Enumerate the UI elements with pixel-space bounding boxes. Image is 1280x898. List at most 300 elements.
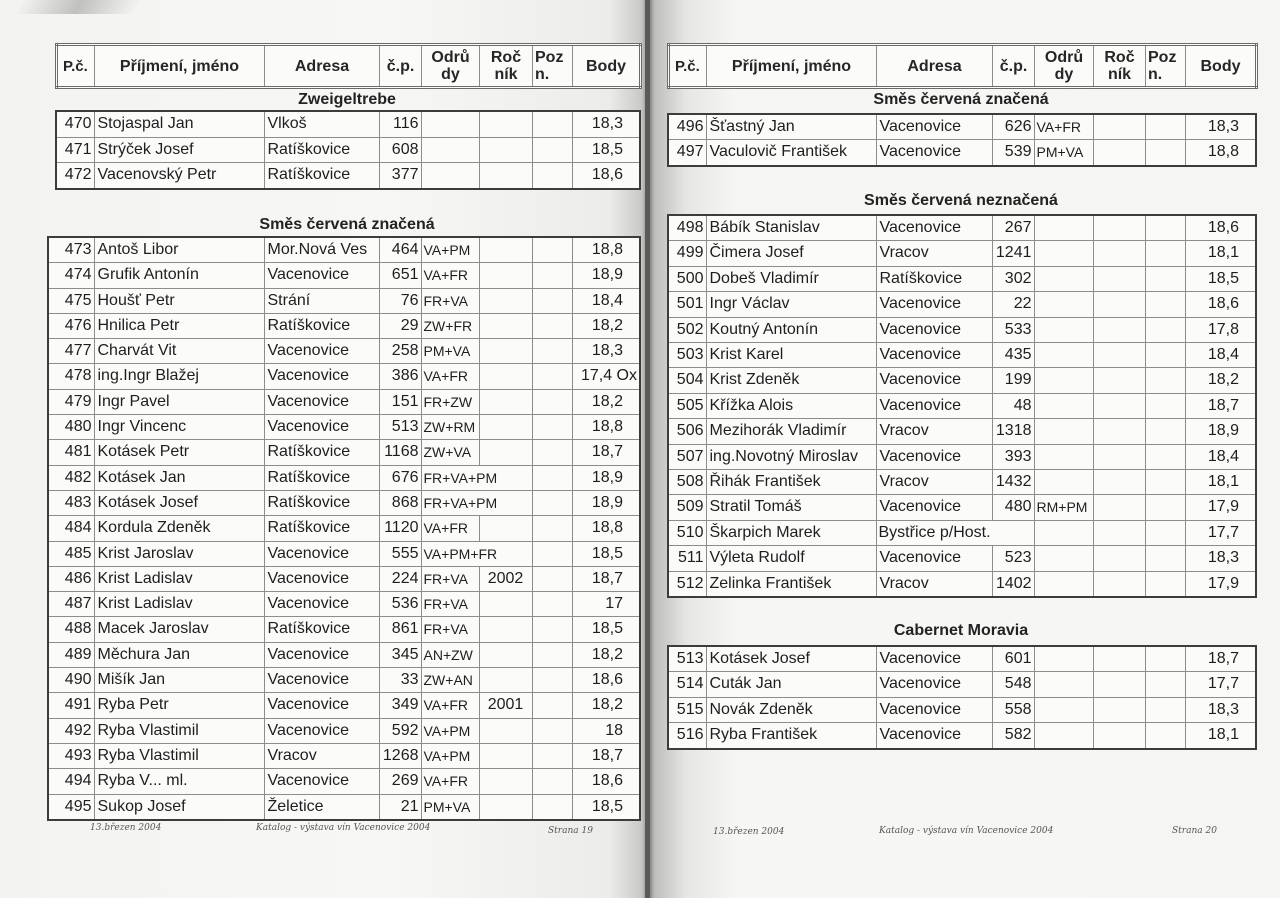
entry-address: Vacenovice [264, 693, 379, 718]
header-year [480, 45, 533, 88]
entry-number: 473 [48, 237, 94, 263]
entry-house-number: 1268 [379, 743, 421, 768]
entry-house-number: 1318 [992, 419, 1034, 444]
header-cp: č.p. [993, 45, 1035, 88]
entry-address: Vacenovice [876, 393, 992, 418]
entry-address: Ratíškovice [264, 516, 379, 541]
header-year-line1: Roč [490, 49, 522, 66]
entry-name: Antoš Libor [94, 237, 264, 263]
book-spine [645, 0, 650, 898]
table-row [48, 541, 640, 566]
entry-variety [421, 541, 498, 566]
entry-address: Vacenovice [876, 140, 992, 166]
entry-number: 505 [668, 393, 706, 418]
table-row [48, 465, 640, 490]
entry-vintage [1093, 215, 1145, 241]
entry-variety [1034, 241, 1093, 266]
entry-number: 515 [668, 697, 706, 722]
entry-note [532, 566, 572, 591]
entry-name: Škarpich Marek [706, 520, 876, 545]
entry-points: 18,2 [572, 642, 640, 667]
entry-name: Ryba Vlastimil [94, 743, 264, 768]
entry-variety: RM+PM [1034, 495, 1093, 520]
table-row [48, 490, 640, 515]
entry-number: 494 [48, 769, 94, 794]
entry-name: Ryba Petr [94, 693, 264, 718]
entry-number: 514 [668, 672, 706, 697]
entry-points: 18,4 [572, 288, 640, 313]
entry-name: Kotásek Petr [94, 440, 264, 465]
entry-points: 18,9 [572, 465, 640, 490]
entry-number: 491 [48, 693, 94, 718]
entry-variety: FR+VA [421, 617, 479, 642]
header-note [1146, 45, 1186, 88]
header-pc: P.č. [669, 45, 707, 88]
entry-variety: VA+PM [421, 237, 479, 263]
entry-points: 18,6 [1185, 292, 1256, 317]
table-row [668, 495, 1256, 520]
table-row [668, 393, 1256, 418]
entry-house-number: 464 [379, 237, 421, 263]
table-row [48, 440, 640, 465]
entry-vintage [479, 364, 532, 389]
entry-note [532, 313, 572, 338]
table-row [668, 114, 1256, 140]
table-row [48, 313, 640, 338]
entry-name: Řihák František [706, 470, 876, 495]
entry-variety: ZW+FR [421, 313, 479, 338]
entry-vintage [479, 642, 532, 667]
entry-variety [421, 111, 479, 137]
section-title: Směs červená značená [873, 91, 1049, 108]
entry-variety: ZW+VA [421, 440, 479, 465]
entry-name: Mišík Jan [94, 668, 264, 693]
entry-vintage [1093, 114, 1145, 140]
entry-address: Ratíškovice [264, 465, 379, 490]
section-title: Směs červená značená [259, 216, 435, 233]
entry-address: Ratíškovice [264, 440, 379, 465]
entry-house-number: 868 [379, 490, 421, 515]
entry-house-number: 1402 [992, 571, 1034, 597]
header-year-line2: ník [494, 66, 518, 83]
entry-name: Macek Jaroslav [94, 617, 264, 642]
entry-name: Stratil Tomáš [706, 495, 876, 520]
entry-house-number: 151 [379, 389, 421, 414]
entry-number: 496 [668, 114, 706, 140]
entry-house-number: 22 [992, 292, 1034, 317]
entry-address: Vracov [876, 571, 992, 597]
table-row [668, 419, 1256, 444]
entry-address: Vracov [876, 470, 992, 495]
entry-vintage [1093, 697, 1145, 722]
table-row [48, 566, 640, 591]
entry-number: 470 [56, 111, 94, 137]
entry-name: Krist Ladislav [94, 592, 264, 617]
entry-address: Vacenovice [264, 592, 379, 617]
entry-house-number: 269 [379, 769, 421, 794]
entry-number: 495 [48, 794, 94, 820]
entry-points: 18,6 [572, 769, 640, 794]
entry-house-number: 199 [992, 368, 1034, 393]
entry-name: Ingr Václav [706, 292, 876, 317]
entry-variety [1034, 697, 1093, 722]
entry-note [532, 592, 572, 617]
table-row [668, 292, 1256, 317]
entry-points: 18,2 [572, 693, 640, 718]
table-row [48, 668, 640, 693]
entry-house-number: 1432 [992, 470, 1034, 495]
entry-number: 499 [668, 241, 706, 266]
entry-house-number: 558 [992, 697, 1034, 722]
entry-points: 17,8 [1185, 317, 1256, 342]
entry-vintage [1093, 343, 1145, 368]
entry-points: 18,1 [1185, 723, 1256, 749]
entry-note [1145, 266, 1185, 291]
entry-variety: ZW+RM [421, 415, 479, 440]
entry-number: 504 [668, 368, 706, 393]
entry-address: Vacenovice [264, 718, 379, 743]
entry-points: 18,3 [572, 111, 640, 137]
footer-page-number: Strana 20 [1172, 826, 1217, 836]
entry-variety [1034, 368, 1093, 393]
entry-variety [1034, 292, 1093, 317]
entry-name: Křížka Alois [706, 393, 876, 418]
table-row [668, 317, 1256, 342]
entry-house-number: 393 [992, 444, 1034, 469]
entry-house-number: 33 [379, 668, 421, 693]
entry-points: 17 [572, 592, 640, 617]
entry-house-number: 555 [379, 541, 421, 566]
entry-note [1145, 140, 1185, 166]
entry-note [532, 794, 572, 820]
entry-name: Výleta Rudolf [706, 546, 876, 571]
entry-variety: PM+VA [421, 339, 479, 364]
left-column-header [55, 43, 642, 89]
entry-points: 18,4 [1185, 343, 1256, 368]
entry-house-number: 1120 [379, 516, 421, 541]
entry-note [1145, 444, 1185, 469]
table-row [668, 368, 1256, 393]
entry-house-number: 539 [992, 140, 1034, 166]
entry-name: Novák Zdeněk [706, 697, 876, 722]
table-row [668, 546, 1256, 571]
entry-house-number: 651 [379, 263, 421, 288]
entry-address: Mor.Nová Ves [264, 237, 379, 263]
entry-points: 18,5 [1185, 266, 1256, 291]
entry-variety: ZW+AN [421, 668, 479, 693]
table-row [668, 444, 1256, 469]
entry-number: 512 [668, 571, 706, 597]
entry-address: Ratíškovice [264, 490, 379, 515]
entry-variety [1034, 393, 1093, 418]
entry-points: 18,8 [572, 516, 640, 541]
entry-name: Krist Zdeněk [706, 368, 876, 393]
entry-vintage [1093, 419, 1145, 444]
entry-note [1145, 393, 1185, 418]
header-note-line1: Poz [535, 49, 564, 66]
entry-variety: VA+PM [421, 743, 479, 768]
entry-points: 18,5 [572, 794, 640, 820]
entry-house-number: 377 [379, 163, 421, 189]
entry-vintage [479, 111, 532, 137]
header-variety-line2: dy [1054, 66, 1074, 83]
entry-address: Ratíškovice [264, 617, 379, 642]
entry-variety: VA+FR [421, 516, 479, 541]
entry-points: 18 [572, 718, 640, 743]
footer-page-number: Strana 19 [548, 826, 593, 836]
header-name: Příjmení, jméno [95, 45, 265, 88]
entry-number: 497 [668, 140, 706, 166]
entry-number: 479 [48, 389, 94, 414]
entry-note [532, 617, 572, 642]
table-row [48, 415, 640, 440]
entry-address: Vracov [876, 419, 992, 444]
header-address: Adresa [265, 45, 380, 88]
entry-vintage [479, 389, 532, 414]
table-row [668, 646, 1256, 672]
entry-note [1145, 672, 1185, 697]
entry-vintage [479, 313, 532, 338]
entry-address: Vacenovice [264, 263, 379, 288]
entry-vintage [479, 263, 532, 288]
entry-vintage [1093, 241, 1145, 266]
footer-title: Katalog - výstava vín Vacenovice 2004 [879, 826, 1054, 836]
entry-vintage [479, 440, 532, 465]
entry-house-number: 386 [379, 364, 421, 389]
entry-vintage [1093, 646, 1145, 672]
entry-vintage [1093, 368, 1145, 393]
entry-note [532, 440, 572, 465]
table-row [668, 672, 1256, 697]
entry-vintage [479, 339, 532, 364]
table-row [668, 266, 1256, 291]
entry-points: 18,7 [1185, 646, 1256, 672]
entry-variety: VA+FR [421, 693, 479, 718]
entry-note [1145, 495, 1185, 520]
entry-points: 18,6 [1185, 215, 1256, 241]
entry-note [532, 389, 572, 414]
entry-vintage [479, 718, 532, 743]
entry-name: Kotásek Josef [706, 646, 876, 672]
entry-number: 483 [48, 490, 94, 515]
table-row [48, 769, 640, 794]
entry-variety [421, 137, 479, 163]
header-points: Body [573, 45, 641, 88]
table-row [48, 339, 640, 364]
entry-vintage [1093, 495, 1145, 520]
entry-number: 480 [48, 415, 94, 440]
entry-vintage: 2002 [479, 566, 532, 591]
entry-address: Vacenovice [264, 541, 379, 566]
entry-address: Vacenovice [876, 343, 992, 368]
entry-house-number: 435 [992, 343, 1034, 368]
entry-name: Šťastný Jan [706, 114, 876, 140]
entry-address: Vacenovice [876, 114, 992, 140]
entry-name: Koutný Antonín [706, 317, 876, 342]
entry-variety [1034, 723, 1093, 749]
table-row [48, 516, 640, 541]
entry-points: 18,3 [1185, 697, 1256, 722]
entry-address: Ratíškovice [264, 313, 379, 338]
entry-address: Vacenovice [264, 566, 379, 591]
entry-vintage [1093, 266, 1145, 291]
entry-note [532, 415, 572, 440]
entry-number: 481 [48, 440, 94, 465]
entry-variety: VA+FR [1034, 114, 1093, 140]
entry-number: 501 [668, 292, 706, 317]
entry-note [1145, 241, 1185, 266]
header-variety [1035, 45, 1094, 88]
entry-number: 484 [48, 516, 94, 541]
entry-variety: PM+VA [421, 794, 479, 820]
header-year [1094, 45, 1146, 88]
entry-points: 18,9 [572, 490, 640, 515]
entry-vintage [1093, 444, 1145, 469]
entry-vintage [1093, 470, 1145, 495]
entry-name: Strýček Josef [94, 137, 264, 163]
entry-address: Vacenovice [264, 364, 379, 389]
entry-number: 516 [668, 723, 706, 749]
entry-house-number: 21 [379, 794, 421, 820]
entry-address: Vacenovice [876, 317, 992, 342]
entry-address: Strání [264, 288, 379, 313]
entry-number: 471 [56, 137, 94, 163]
entry-name: Krist Jaroslav [94, 541, 264, 566]
entry-note [1145, 546, 1185, 571]
entry-points: 18,2 [1185, 368, 1256, 393]
entry-points: 18,9 [1185, 419, 1256, 444]
entry-address: Vacenovice [876, 215, 992, 241]
table-row [48, 237, 640, 263]
entry-note [532, 263, 572, 288]
entry-vintage [1093, 723, 1145, 749]
entry-vintage [479, 415, 532, 440]
entry-number: 490 [48, 668, 94, 693]
entry-points: 18,8 [572, 237, 640, 263]
entry-number: 500 [668, 266, 706, 291]
entry-vintage [1093, 571, 1145, 597]
entry-note [532, 769, 572, 794]
entry-number: 502 [668, 317, 706, 342]
entry-variety [1034, 470, 1093, 495]
entry-variety: VA+FR [421, 769, 479, 794]
entry-note [1145, 368, 1185, 393]
table-row [668, 140, 1256, 166]
entry-number: 485 [48, 541, 94, 566]
entry-address: Vlkoš [264, 111, 379, 137]
entry-house-number: 29 [379, 313, 421, 338]
entry-name: Mezihorák Vladimír [706, 419, 876, 444]
table-row [48, 389, 640, 414]
entry-variety [1034, 215, 1093, 241]
entry-number: 510 [668, 520, 706, 545]
table-row [48, 718, 640, 743]
entry-house-number: 533 [992, 317, 1034, 342]
entry-number: 506 [668, 419, 706, 444]
entry-note [1145, 697, 1185, 722]
entry-name: Kotásek Jan [94, 465, 264, 490]
entry-vintage [1093, 546, 1145, 571]
entry-variety [1034, 571, 1093, 597]
entry-address: Vacenovice [876, 292, 992, 317]
entry-name: ing.Novotný Miroslav [706, 444, 876, 469]
entry-address: Vacenovice [876, 368, 992, 393]
entry-name: Zelinka František [706, 571, 876, 597]
entry-house-number: 676 [379, 465, 421, 490]
entry-name: Krist Karel [706, 343, 876, 368]
entry-house-number: 626 [992, 114, 1034, 140]
entry-name: Krist Ladislav [94, 566, 264, 591]
table-row [56, 137, 640, 163]
entry-note [1145, 723, 1185, 749]
entry-note [532, 364, 572, 389]
table-row [668, 723, 1256, 749]
entry-note [532, 288, 572, 313]
entry-points: 18,8 [1185, 140, 1256, 166]
entry-variety: VA+FR [421, 364, 479, 389]
entry-vintage [479, 163, 532, 189]
entry-address: Vacenovice [876, 546, 992, 571]
entry-house-number: 76 [379, 288, 421, 313]
entry-variety [1034, 444, 1093, 469]
entry-variety [1034, 672, 1093, 697]
entry-points: 18,7 [572, 566, 640, 591]
entry-variety [1034, 520, 1093, 545]
entry-variety: VA+PM [421, 718, 479, 743]
entry-note [532, 137, 572, 163]
entry-note [532, 743, 572, 768]
entry-name: Hnilica Petr [94, 313, 264, 338]
entry-house-number: 224 [379, 566, 421, 591]
table-row [48, 364, 640, 389]
entry-house-number: 116 [379, 111, 421, 137]
entry-note [532, 693, 572, 718]
entry-name: Cuták Jan [706, 672, 876, 697]
entry-note [532, 668, 572, 693]
header-note [533, 45, 573, 88]
header-note-line2: n. [1148, 66, 1163, 83]
header-note-line2: n. [535, 66, 550, 83]
section-title: Zweigeltrebe [298, 91, 396, 108]
entry-number: 493 [48, 743, 94, 768]
entry-address: Vacenovice [876, 444, 992, 469]
entry-variety: FR+VA [421, 592, 479, 617]
entry-points: 17,7 [1185, 520, 1256, 545]
entry-variety: FR+VA [421, 566, 479, 591]
entries-table [667, 645, 1257, 750]
entry-house-number: 601 [992, 646, 1034, 672]
entry-note [532, 541, 572, 566]
entry-address: Vacenovice [876, 672, 992, 697]
header-address: Adresa [877, 45, 993, 88]
entry-address-text: Bystřice p/Host. [878, 523, 991, 541]
entry-name: Měchura Jan [94, 642, 264, 667]
entry-variety-text: FR+VA+PM [423, 494, 498, 511]
header-points: Body [1186, 45, 1257, 88]
entry-address: Ratíškovice [264, 163, 379, 189]
entry-variety [1034, 266, 1093, 291]
entry-number: 489 [48, 642, 94, 667]
entries-table [55, 110, 641, 190]
entry-variety: VA+FR [421, 263, 479, 288]
entry-name: Dobeš Vladimír [706, 266, 876, 291]
entries-table [667, 214, 1257, 598]
entry-points: 17,4 Ox [572, 364, 640, 389]
table-row [56, 111, 640, 137]
header-pc: P.č. [57, 45, 95, 88]
entry-house-number: 349 [379, 693, 421, 718]
entry-variety: AN+ZW [421, 642, 479, 667]
